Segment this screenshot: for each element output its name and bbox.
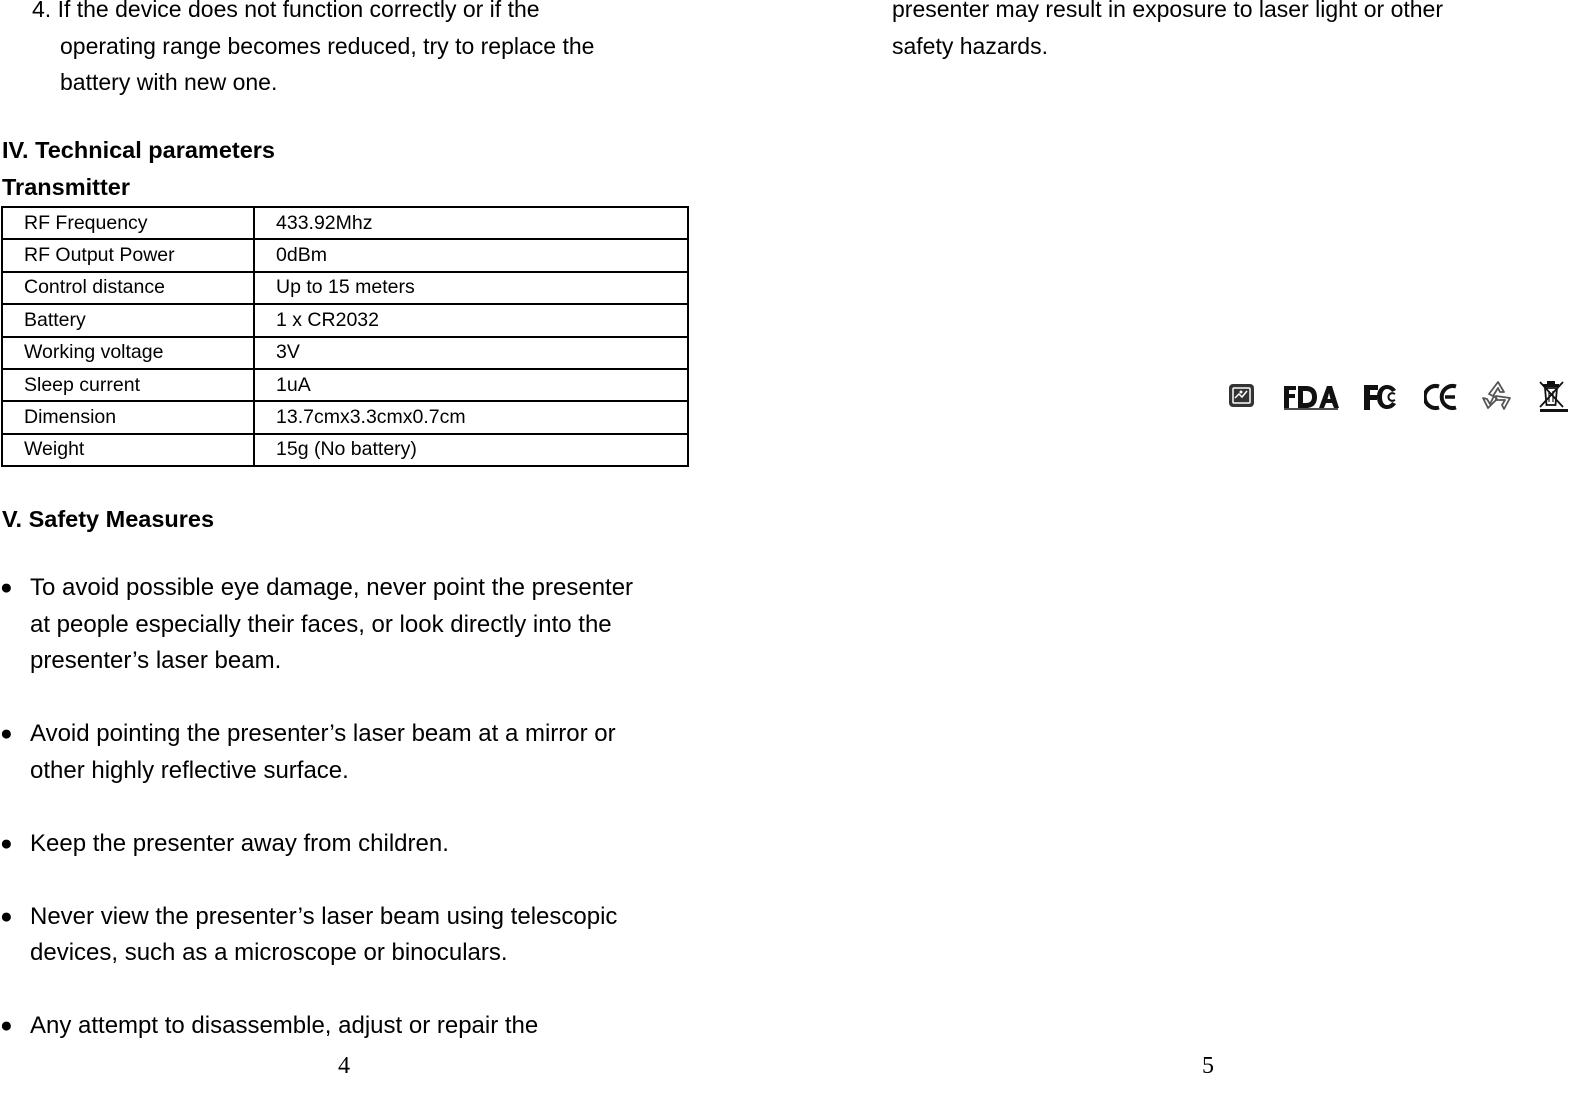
table-row [2, 272, 688, 304]
bullet-icon: ● [0, 722, 13, 745]
spec-param: Battery [2, 304, 254, 336]
fda-icon [1282, 383, 1340, 411]
bullet-line: Keep the presenter away from children. [30, 829, 449, 857]
transmitter-heading: Transmitter [2, 174, 130, 200]
safety-bullet-children [0, 826, 720, 863]
spec-value: 1 x CR2032 [254, 304, 688, 336]
bullet-icon: ● [0, 1014, 13, 1037]
bullet-icon: ● [0, 576, 13, 599]
recycle-icon [1480, 378, 1516, 414]
safety-measures-heading: V. Safety Measures [2, 506, 215, 532]
spec-value: 15g (No battery) [254, 434, 688, 466]
spec-value: 433.92Mhz [254, 207, 688, 239]
numbered-item-4 [32, 0, 712, 101]
safety-bullet-disassemble [0, 1008, 720, 1045]
numbered-item-line: operating range becomes reduced, try to replace the [60, 32, 595, 59]
bullet-line: Never view the presenter’s laser beam using telescopic [30, 902, 618, 930]
spec-param: RF Output Power [2, 239, 254, 271]
continued-line: safety hazards. [892, 32, 1048, 59]
rohs-icon [1228, 382, 1256, 410]
table-row [2, 337, 688, 369]
right-page [800, 0, 1594, 1095]
page-number-left: 4 [338, 1053, 350, 1079]
continued-paragraph [892, 0, 1443, 64]
table-row [2, 239, 688, 271]
fcc-icon [1362, 382, 1400, 412]
technical-parameters-heading: IV. Technical parameters [2, 137, 276, 163]
table-row [2, 304, 688, 336]
bullet-line: To avoid possible eye damage, never point the presenter [30, 574, 634, 601]
bullet-icon: ● [0, 904, 13, 928]
bullet-line: presenter’s laser beam. [30, 647, 282, 674]
spec-param: Control distance [2, 272, 254, 304]
bullet-line: devices, such as a microscope or binoculars. [30, 939, 508, 966]
numbered-item-line: battery with new one. [60, 69, 278, 95]
bullet-icon: ● [0, 831, 13, 855]
numbered-item-line: 4. If the device does not function correctly or if the [32, 0, 540, 22]
continued-line: presenter may result in exposure to laser light or other [892, 0, 1443, 22]
spec-param: RF Frequency [2, 207, 254, 239]
bullet-line: other highly reflective surface. [30, 756, 349, 784]
bullet-line: at people especially their faces, or look directly into the [30, 610, 612, 638]
spec-value: 0dBm [254, 239, 688, 271]
safety-bullet-eye-damage [0, 570, 720, 680]
spec-param: Dimension [2, 401, 254, 433]
spec-param: Working voltage [2, 337, 254, 369]
safety-bullet-list [0, 570, 720, 1081]
bullet-line: Avoid pointing the presenter’s laser beam at a mirror or [30, 720, 616, 747]
page-number-right: 5 [1202, 1053, 1214, 1079]
spec-value: Up to 15 meters [254, 272, 688, 304]
left-page [0, 0, 720, 1095]
weee-bin-icon [1536, 378, 1568, 414]
table-row [2, 401, 688, 433]
table-row [2, 207, 688, 239]
spec-value: 1uA [254, 369, 688, 401]
table-row [2, 434, 688, 466]
spec-value: 13.7cmx3.3cmx0.7cm [254, 401, 688, 433]
safety-bullet-mirror [0, 716, 720, 789]
table-row [2, 369, 688, 401]
spec-table [1, 206, 689, 467]
bullet-line: Any attempt to disassemble, adjust or repair the [30, 1012, 539, 1039]
certification-icons [1228, 378, 1594, 418]
safety-bullet-telescopic [0, 899, 720, 972]
spec-param: Weight [2, 434, 254, 466]
ce-icon [1424, 383, 1458, 411]
spec-param: Sleep current [2, 369, 254, 401]
spec-value: 3V [254, 337, 688, 369]
